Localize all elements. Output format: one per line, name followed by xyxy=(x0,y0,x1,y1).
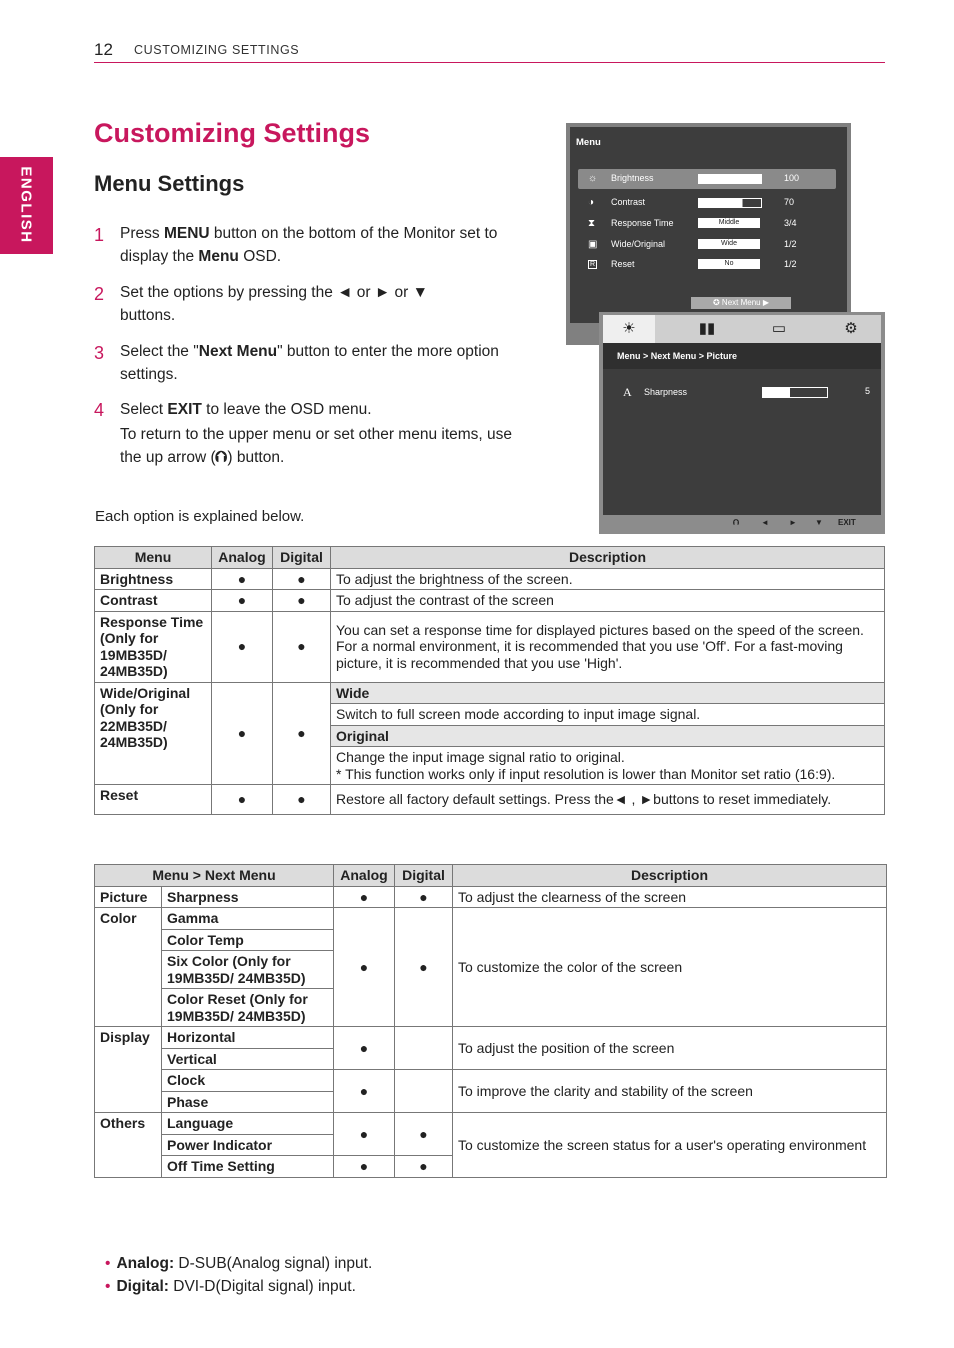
table-row: Switch to full screen mode according to input image signal. xyxy=(95,704,885,726)
section-label: CUSTOMIZING SETTINGS xyxy=(134,43,300,57)
table-row: Power Indicator xyxy=(95,1134,887,1156)
table-row: Color Temp xyxy=(95,929,887,951)
step-2-text: Set the options by pressing the ◄ or ► or ▼ buttons. xyxy=(120,284,428,324)
bullet-icon: • xyxy=(105,1278,111,1295)
table-row: Change the input image signal ratio to original. * This function works only if input resolution is lower than Monitor set ratio (16:9). xyxy=(95,747,885,785)
aspect-ratio-icon: ▣ xyxy=(588,239,598,250)
table-row: Picture Sharpness ● ● To adjust the clearness of the screen xyxy=(95,886,887,908)
section-title: Menu Settings xyxy=(94,171,245,196)
bullet-icon: • xyxy=(105,1255,111,1272)
up-arrow-icon[interactable]: ⮉ xyxy=(733,518,740,527)
table-row: Off Time Setting ● ● xyxy=(95,1156,887,1178)
table-row: Phase xyxy=(95,1091,887,1113)
note-digital: • Digital: DVI-D(Digital signal) input. xyxy=(105,1278,356,1295)
step-4-number: 4 xyxy=(94,400,105,420)
exit-button[interactable]: EXIT xyxy=(838,518,856,527)
sharpness-bar-fill xyxy=(763,388,790,397)
brightness-icon: ☼ xyxy=(588,173,598,184)
picture-tab-icon[interactable]: ☀ xyxy=(603,315,655,343)
table-row: Display Horizontal ● To adjust the position of the screen xyxy=(95,1027,887,1049)
page-number: 12 xyxy=(94,40,113,59)
osd-row-contrast[interactable]: ◑ Contrast 70 xyxy=(588,197,795,208)
hourglass-icon: ⧗ xyxy=(588,218,596,229)
explanation-intro: Each option is explained below. xyxy=(95,508,305,525)
osd-row-response-time[interactable]: ⧗ Response Time Middle 3/4 xyxy=(588,218,797,229)
osd-breadcrumb: Menu > Next Menu > Picture xyxy=(603,343,881,369)
page-title: Customizing Settings xyxy=(94,118,370,148)
table-row: Wide/Original (Only for 22MB35D/ 24MB35D) ● ● Wide xyxy=(95,682,885,704)
osd-row-wide-original[interactable]: ▣ Wide/Original Wide 1/2 xyxy=(588,239,797,250)
table-row: Clock ● To improve the clarity and stability of the screen xyxy=(95,1070,887,1092)
osd-menu-label: Menu xyxy=(576,137,601,148)
menu-options-table xyxy=(94,546,885,815)
color-tab-icon[interactable]: ▮▮ xyxy=(698,320,716,337)
step-4-extra: To return to the upper menu or set other menu items, use the up arrow (⮉) button. xyxy=(120,426,513,466)
display-tab-icon[interactable]: ▭ xyxy=(771,320,787,337)
up-arrow-icon: ⮉ xyxy=(215,448,228,466)
osd-next-menu xyxy=(599,312,885,534)
step-1-number: 1 xyxy=(94,225,105,245)
table-header-row: Menu > Next Menu Analog Digital Description xyxy=(95,865,887,887)
step-3-number: 3 xyxy=(94,343,105,363)
sharpness-value: 5 xyxy=(865,386,871,396)
table-row: Reset ● ● Restore all factory default settings. Press the◄ , ►buttons to reset immediately. xyxy=(95,785,885,815)
brightness-bar xyxy=(698,174,762,184)
contrast-bar xyxy=(698,198,762,208)
step-3-text: Select the "Next Menu" button to enter the more option settings. xyxy=(120,343,499,383)
table-row: Color Reset (Only for 19MB35D/ 24MB35D) xyxy=(95,989,887,1027)
table-row: Six Color (Only for 19MB35D/ 24MB35D) xyxy=(95,951,887,989)
table-row: Brightness ● ● To adjust the brightness of the screen. xyxy=(95,568,885,590)
table-row: Original xyxy=(95,725,885,747)
contrast-icon: ◑ xyxy=(588,197,595,208)
sharpness-label: Sharpness xyxy=(644,387,688,397)
osd-next-menu-button[interactable]: ✪ Next Menu ▶ xyxy=(691,297,791,309)
table-row: Vertical xyxy=(95,1048,887,1070)
right-arrow-icon[interactable]: ► xyxy=(789,518,797,527)
sharpness-icon: A xyxy=(623,385,632,399)
osd-row-brightness[interactable]: ☼ Brightness 100 xyxy=(578,169,836,189)
left-arrow-icon[interactable]: ◄ xyxy=(761,518,769,527)
header-rule xyxy=(94,62,885,63)
table-row: Contrast ● ● To adjust the contrast of the screen xyxy=(95,590,885,612)
language-tab xyxy=(0,157,53,254)
table-row: Response Time (Only for 19MB35D/ 24MB35D) ● ● You can set a response time for displayed pictures based on the speed of the screen. For a normal environment, it is recommended that you use 'Off'. For a fast-moving picture, it is recommended that you use 'High'. xyxy=(95,611,885,682)
sharpness-bar[interactable] xyxy=(762,387,828,398)
language-tab-label: ENGLISH xyxy=(17,166,35,244)
next-menu-options-table xyxy=(94,864,887,1178)
step-4-text: Select EXIT to leave the OSD menu. xyxy=(120,401,372,418)
table-header-row: Menu Analog Digital Description xyxy=(95,547,885,569)
step-1-text: Press MENU button on the bottom of the Monitor set to display the Menu OSD. xyxy=(120,225,498,265)
step-2-number: 2 xyxy=(94,284,105,304)
table-row: Others Language ● ● To customize the screen status for a user's operating environment xyxy=(95,1113,887,1135)
osd-row-reset[interactable]: R Reset No 1/2 xyxy=(590,259,797,269)
reset-icon: R xyxy=(590,261,596,268)
down-arrow-icon[interactable]: ▼ xyxy=(815,518,823,527)
others-tab-icon[interactable]: ⚙ xyxy=(844,320,858,337)
note-analog: • Analog: D-SUB(Analog signal) input. xyxy=(105,1255,373,1272)
table-row: Color Gamma ● ● To customize the color of the screen xyxy=(95,908,887,930)
